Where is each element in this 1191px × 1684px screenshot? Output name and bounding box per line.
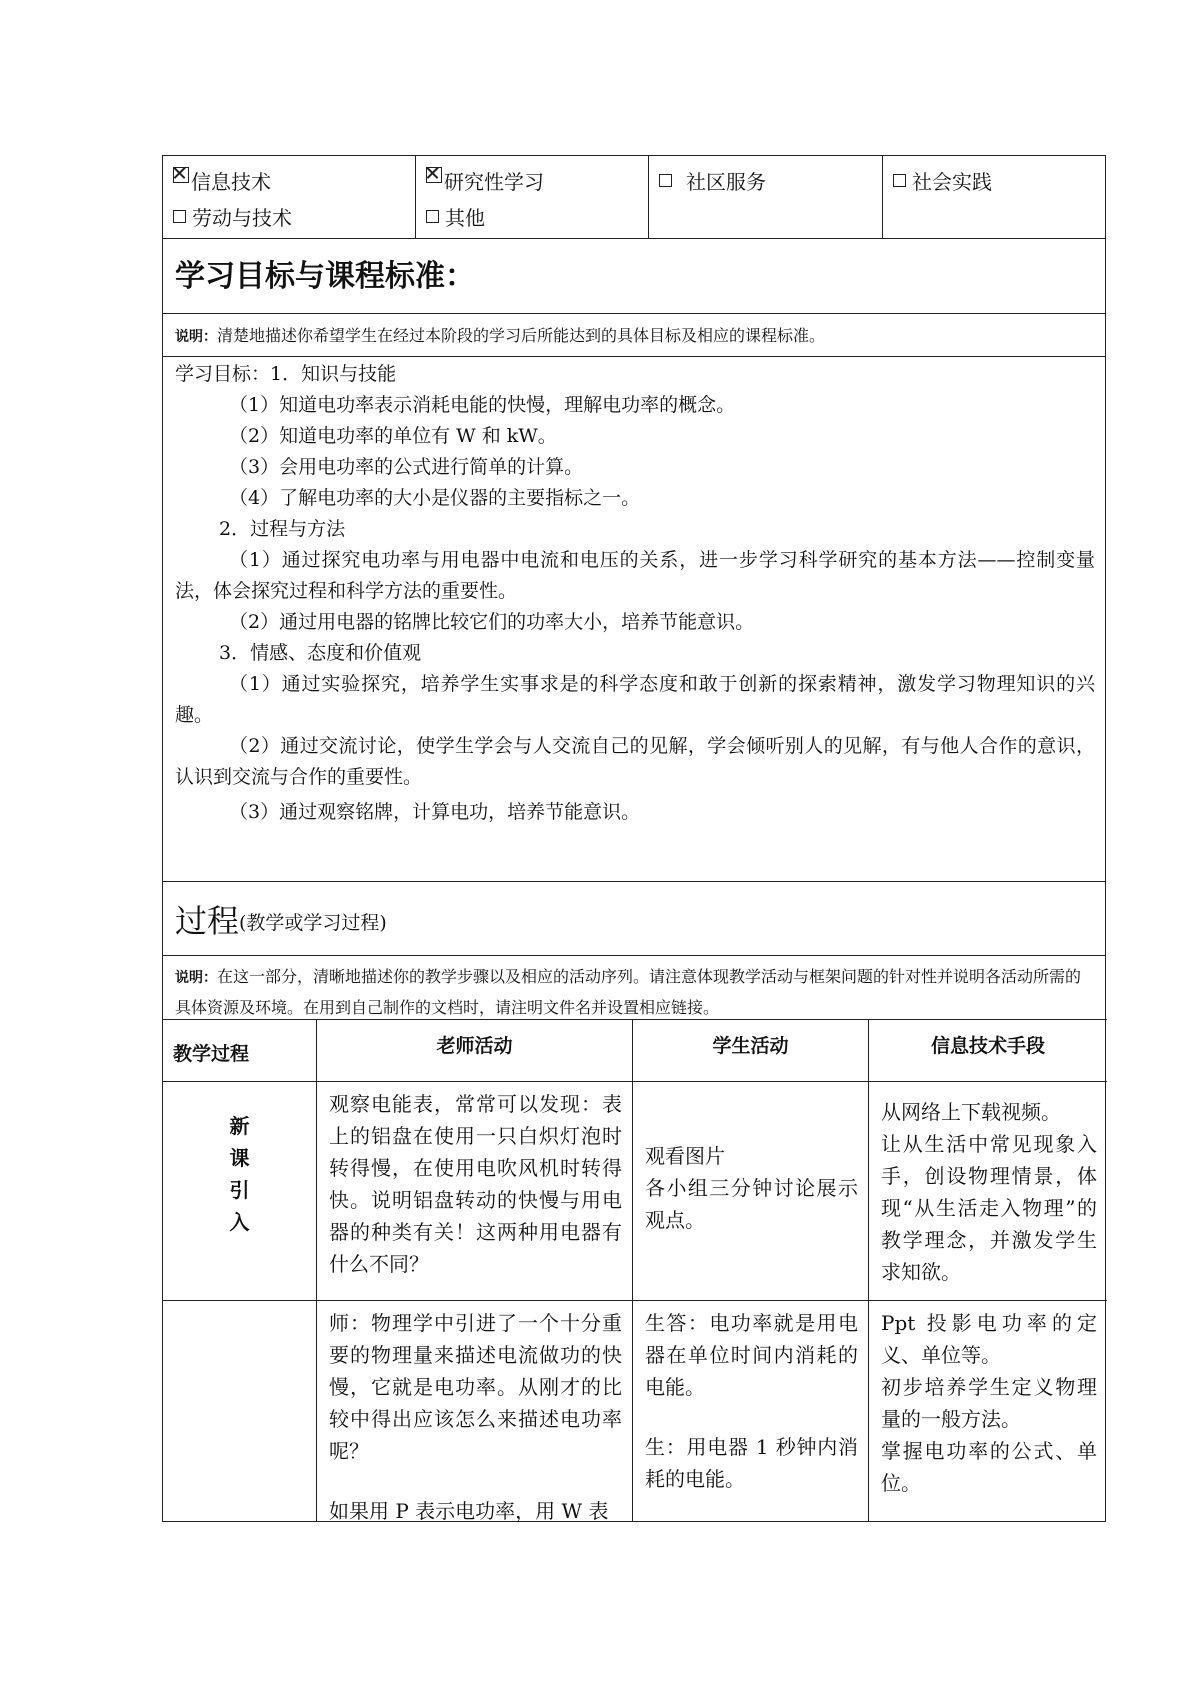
student-activity-cell (633, 1300, 869, 1521)
checkbox-icon[interactable] (426, 210, 439, 223)
process-title: 过程 (175, 901, 240, 940)
tech-means-text: 掌握电功率的公式、单位。 (881, 1439, 1097, 1495)
tech-means-text: Ppt 投影电功率的定义、单位等。 (881, 1311, 1097, 1367)
objective-line: （2）通过交流讨论，使学生学会与人交流自己的见解，学会倾听别人的见解，有与他人合作的意识，认识到交流与合作的重要性。 (175, 735, 1095, 788)
checked-box-icon[interactable] (173, 167, 189, 183)
column-header: 教学过程 (163, 1019, 317, 1081)
student-activity-text: 各小组三分钟讨论展示观点。 (645, 1176, 858, 1232)
objective-line: （3）通过观察铭牌，计算电功，培养节能意识。 (229, 801, 641, 823)
student-activity-cell (633, 1081, 869, 1300)
note-label: 说明： (175, 970, 217, 986)
tech-means-text: 从网络上下载视频。 (881, 1100, 1061, 1124)
tech-means-cell (869, 1081, 1107, 1300)
stage-label: 新课引入 (229, 1114, 250, 1234)
objectives-heading: 学习目标与课程标准： (162, 238, 1106, 313)
objective-line: （1）通过实验探究，培养学生实事求是的科学态度和敢于创新的探索精神，激发学习物理知识的兴趣。 (175, 673, 1095, 726)
option-community-service[interactable]: 社区服务 (659, 166, 766, 195)
option-column-1 (163, 156, 416, 238)
teacher-activity-text: 观察电能表，常常可以发现：表上的铝盘在使用一只白炽灯泡时转得慢，在使用电吹风机时转得快。说明铝盘转动的快慢与用电器的种类有关！这两种用电器有什么不同？ (329, 1092, 622, 1276)
stage-cell (163, 1081, 317, 1300)
checkbox-icon[interactable] (173, 210, 186, 223)
column-header: 信息技术手段 (869, 1019, 1107, 1081)
option-social-practice[interactable]: 社会实践 (893, 166, 992, 195)
note-text: 清楚地描述你希望学生在经过本阶段的学习后所能达到的具体目标及相应的课程标准。 (217, 326, 826, 345)
teacher-activity-text: 如果用 P 表示电功率，用 W 表 (329, 1499, 609, 1523)
objective-line: 3．情感、态度和价值观 (219, 642, 422, 664)
teacher-activity-cell (317, 1300, 633, 1521)
objective-line: （2）知道电功率的单位有 W 和 kW。 (229, 425, 557, 447)
checkbox-icon[interactable] (893, 174, 906, 187)
objective-line: （2）通过用电器的铭牌比较它们的功率大小，培养节能意识。 (229, 611, 755, 633)
lesson-plan-sheet (162, 155, 1106, 1522)
process-heading (162, 881, 1106, 955)
process-note (162, 955, 1106, 1019)
option-research-study[interactable]: 研究性学习 (426, 166, 544, 195)
checked-box-icon[interactable] (426, 167, 442, 183)
objective-line: 2．过程与方法 (219, 518, 346, 540)
option-info-tech[interactable]: 信息技术 (173, 166, 271, 195)
objectives-body (162, 356, 1106, 881)
checkbox-icon[interactable] (659, 174, 672, 187)
teacher-activity-cell (317, 1081, 633, 1300)
tech-means-text: 让从生活中常见现象入手，创设物理情景，体现“从生活走入物理”的教学理念，并激发学生求知欲。 (881, 1132, 1097, 1284)
tech-means-text: 初步培养学生定义物理量的一般方法。 (881, 1375, 1097, 1431)
objective-line: （3）会用电功率的公式进行简单的计算。 (229, 456, 584, 478)
note-text: 在这一部分，清晰地描述你的教学步骤以及相应的活动序列。请注意体现教学活动与框架问题的针对性并说明各活动所需的具体资源及环境。在用到自己制作的文档时，请注明文件名并设置相应链接。 (175, 967, 1082, 1017)
column-header: 学生活动 (633, 1019, 869, 1081)
objective-line: （1）通过探究电功率与用电器中电流和电压的关系，进一步学习科学研究的基本方法——控制变量法，体会探究过程和科学方法的重要性。 (175, 549, 1095, 602)
objective-line: （1）知道电功率表示消耗电能的快慢，理解电功率的概念。 (229, 394, 736, 416)
column-header: 老师活动 (317, 1019, 633, 1081)
option-column-3 (649, 156, 883, 238)
option-labor-tech[interactable]: 劳动与技术 (173, 202, 292, 231)
stage-cell (163, 1300, 317, 1521)
category-options (162, 155, 1106, 238)
student-activity-text: 生答：电功率就是用电器在单位时间内消耗的电能。 (645, 1311, 858, 1399)
objective-line: 学习目标：1．知识与技能 (175, 363, 397, 385)
student-activity-text: 观看图片 (645, 1144, 725, 1168)
process-table (162, 1019, 1106, 1522)
teacher-activity-text: 师：物理学中引进了一个十分重要的物理量来描述电流做功的快慢，它就是电功率。从刚才的比较中得出应该怎么来描述电功率呢？ (329, 1311, 622, 1463)
objectives-note (162, 313, 1106, 356)
objective-line: （4）了解电功率的大小是仪器的主要指标之一。 (229, 487, 641, 509)
option-column-2 (416, 156, 649, 238)
tech-means-cell (869, 1300, 1107, 1521)
note-label: 说明： (175, 329, 217, 345)
option-column-4 (883, 156, 1105, 238)
option-other[interactable]: 其他 (426, 202, 485, 231)
process-subtitle: (教学或学习过程) (239, 912, 387, 934)
student-activity-text: 生：用电器 1 秒钟内消耗的电能。 (645, 1435, 858, 1491)
